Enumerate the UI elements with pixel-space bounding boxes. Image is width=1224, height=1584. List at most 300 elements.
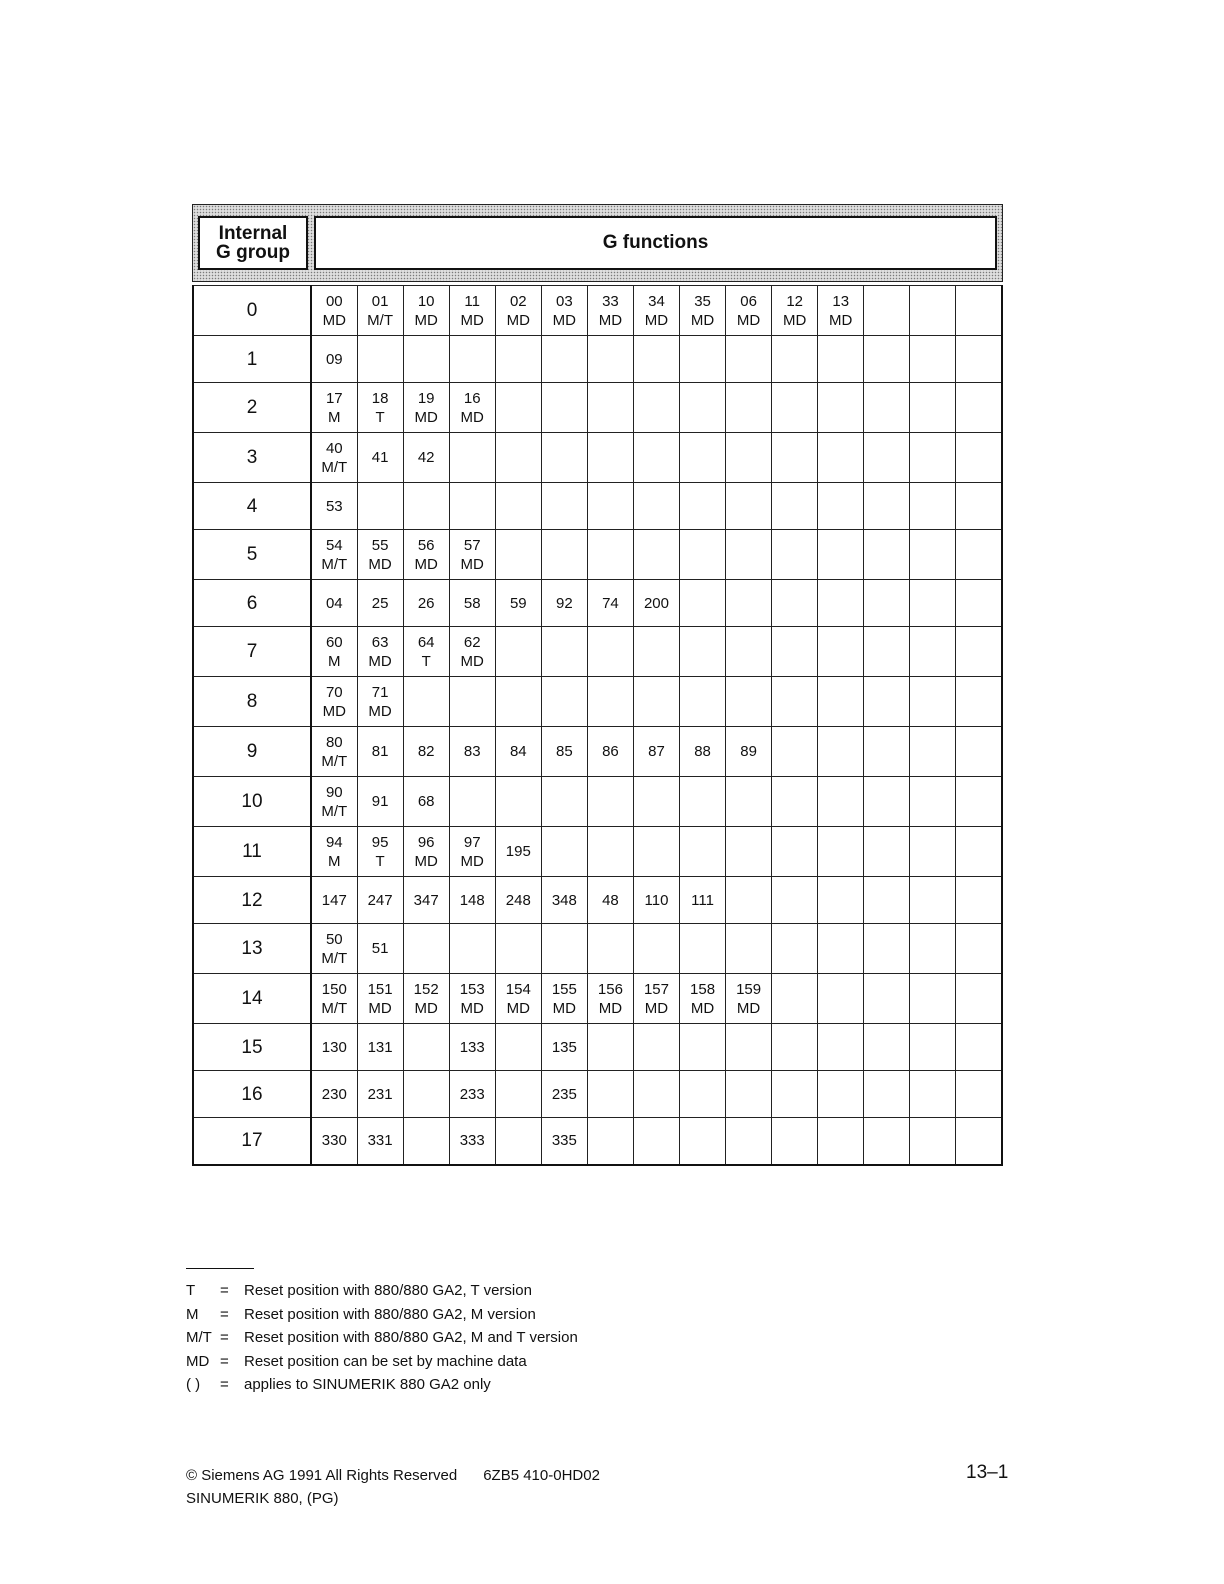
group-number-cell: 6 — [193, 580, 311, 627]
legend-item — [186, 1303, 578, 1327]
legend-key: MD — [186, 1352, 210, 1370]
g-code-value: 82 — [417, 743, 435, 760]
g-function-cell — [403, 483, 449, 530]
g-function-cell — [956, 677, 1002, 727]
reset-mode-value: MD — [552, 999, 576, 1017]
g-function-cell — [403, 286, 449, 336]
g-function-cell — [403, 530, 449, 580]
g-function-cell — [726, 336, 772, 383]
g-function-cell — [633, 336, 679, 383]
g-function-cell — [726, 530, 772, 580]
reset-mode-value: MD — [414, 311, 438, 329]
g-code-value: 71 — [371, 683, 389, 701]
reset-mode-value: T — [375, 408, 385, 426]
g-code-value: 331 — [367, 1132, 393, 1150]
g-function-cell — [311, 1118, 357, 1165]
g-function-cell — [587, 433, 633, 483]
g-code-value: 11 — [464, 292, 480, 310]
g-function-cell — [864, 1118, 910, 1165]
g-function-cell — [587, 1071, 633, 1118]
g-function-cell — [726, 1071, 772, 1118]
g-function-cell — [357, 336, 403, 383]
g-code-value: 74 — [602, 594, 619, 612]
g-function-cell — [818, 974, 864, 1024]
g-code-value: 34 — [648, 292, 665, 310]
g-function-cell — [633, 827, 679, 877]
g-function-cell — [818, 1024, 864, 1071]
legend-equals: = — [220, 1352, 229, 1370]
g-function-cell — [357, 530, 403, 580]
g-function-cell — [357, 677, 403, 727]
g-function-cell — [633, 777, 679, 827]
g-function-cell — [726, 827, 772, 877]
g-function-cell — [541, 1024, 587, 1071]
g-function-cell — [495, 483, 541, 530]
g-code-value: 135 — [551, 1038, 577, 1056]
g-function-cell — [910, 1024, 956, 1071]
g-function-cell — [633, 1071, 679, 1118]
group-number-cell: 11 — [193, 827, 311, 877]
g-function-cell — [633, 877, 679, 924]
g-function-cell — [772, 1024, 818, 1071]
g-function-cell — [495, 383, 541, 433]
g-code-value: 63 — [371, 633, 389, 651]
g-function-cell — [680, 483, 726, 530]
g-function-cell — [587, 924, 633, 974]
g-function-cell — [311, 777, 357, 827]
g-function-cell — [403, 877, 449, 924]
table-row — [193, 877, 1002, 924]
g-function-cell — [541, 433, 587, 483]
g-function-cell — [910, 924, 956, 974]
g-function-cell — [449, 827, 495, 877]
g-function-grid — [192, 285, 1003, 1166]
g-function-cell — [449, 777, 495, 827]
g-function-cell — [726, 1024, 772, 1071]
g-code-value: 90 — [325, 783, 343, 801]
reset-mode-value: M — [328, 852, 341, 870]
g-function-cell — [864, 433, 910, 483]
g-function-cell — [772, 1118, 818, 1165]
g-function-cell — [541, 677, 587, 727]
g-function-cell — [633, 530, 679, 580]
g-function-cell — [403, 580, 449, 627]
g-function-cell — [311, 483, 357, 530]
g-code-value: 150 — [321, 980, 347, 998]
g-function-cell — [956, 383, 1002, 433]
group-header-line1: Internal — [218, 223, 288, 244]
g-code-value: 195 — [505, 843, 531, 860]
g-function-cell — [910, 727, 956, 777]
g-function-cell — [403, 1118, 449, 1165]
g-code-value: 50 — [325, 930, 343, 948]
g-function-cell — [680, 877, 726, 924]
reset-mode-value: MD — [552, 311, 576, 329]
g-function-cell — [818, 336, 864, 383]
g-code-value: 48 — [602, 891, 619, 909]
reset-mode-value: MD — [460, 555, 484, 573]
g-code-value: 155 — [551, 980, 577, 998]
g-function-cell — [680, 924, 726, 974]
g-function-cell — [633, 1118, 679, 1165]
copyright-text: © Siemens AG 1991 All Rights Reserved — [186, 1467, 458, 1484]
g-code-value: 152 — [413, 980, 439, 998]
g-code-value: 60 — [325, 633, 343, 651]
g-function-cell — [449, 727, 495, 777]
g-function-cell — [633, 677, 679, 727]
g-code-value: 03 — [556, 292, 573, 310]
group-header-line2: G group — [216, 242, 290, 263]
g-code-value: 247 — [367, 891, 393, 909]
g-function-cell — [910, 627, 956, 677]
g-function-cell — [680, 336, 726, 383]
g-function-cell — [772, 974, 818, 1024]
g-code-value: 96 — [417, 833, 435, 851]
g-function-cell — [818, 827, 864, 877]
g-code-value: 153 — [459, 980, 485, 998]
g-code-value: 04 — [325, 594, 343, 612]
g-code-value: 95 — [371, 833, 389, 851]
g-function-cell — [403, 336, 449, 383]
g-code-value: 159 — [736, 980, 762, 998]
g-function-cell — [680, 530, 726, 580]
g-function-cell — [772, 727, 818, 777]
g-function-cell — [311, 580, 357, 627]
table-header — [192, 204, 1003, 282]
reset-mode-value: MD — [829, 311, 853, 329]
g-function-cell — [587, 974, 633, 1024]
reset-mode-value: MD — [460, 852, 484, 870]
g-function-cell — [910, 1118, 956, 1165]
g-function-cell — [864, 1071, 910, 1118]
legend — [186, 1268, 578, 1397]
g-function-cell — [956, 1024, 1002, 1071]
g-function-cell — [818, 877, 864, 924]
g-function-cell — [956, 580, 1002, 627]
g-functions-header: G functions — [314, 216, 997, 270]
g-function-cell — [864, 580, 910, 627]
g-code-value: 01 — [371, 292, 389, 310]
legend-key: T — [186, 1282, 196, 1299]
g-code-value: 154 — [505, 980, 531, 998]
g-function-cell — [633, 580, 679, 627]
g-function-cell — [587, 1118, 633, 1165]
g-code-value: 25 — [371, 594, 389, 612]
legend-key: M — [186, 1305, 199, 1323]
g-function-cell — [633, 1024, 679, 1071]
g-function-cell — [818, 580, 864, 627]
g-function-cell — [541, 627, 587, 677]
group-number-cell: 2 — [193, 383, 311, 433]
g-function-cell — [357, 433, 403, 483]
g-function-cell — [495, 1118, 541, 1165]
g-function-cell — [587, 383, 633, 433]
g-function-cell — [449, 1024, 495, 1071]
reset-mode-value: M/T — [321, 999, 348, 1017]
g-function-cell — [772, 677, 818, 727]
g-function-cell — [956, 483, 1002, 530]
reset-mode-value: M/T — [321, 752, 348, 770]
g-code-value: 86 — [602, 743, 619, 760]
g-function-cell — [680, 677, 726, 727]
g-function-cell — [772, 483, 818, 530]
g-function-cell — [633, 924, 679, 974]
g-function-cell — [541, 336, 587, 383]
g-function-cell — [772, 627, 818, 677]
g-function-cell — [311, 1024, 357, 1071]
g-code-value: 92 — [556, 594, 573, 612]
g-function-cell — [403, 677, 449, 727]
g-function-cell — [495, 580, 541, 627]
g-function-cell — [449, 677, 495, 727]
g-function-cell — [864, 530, 910, 580]
legend-equals: = — [220, 1282, 229, 1299]
g-function-cell — [495, 286, 541, 336]
reset-mode-value: MD — [690, 311, 715, 329]
g-code-value: 156 — [597, 980, 623, 998]
g-function-cell — [449, 877, 495, 924]
g-function-cell — [910, 827, 956, 877]
g-code-value: 347 — [413, 891, 439, 909]
g-function-cell — [910, 483, 956, 530]
g-function-cell — [495, 433, 541, 483]
g-code-value: 42 — [417, 449, 435, 466]
g-code-value: 110 — [644, 891, 669, 909]
g-function-cell — [495, 727, 541, 777]
g-function-cell — [357, 777, 403, 827]
table-row — [193, 924, 1002, 974]
g-function-cell — [357, 483, 403, 530]
g-code-value: 133 — [459, 1038, 485, 1056]
reset-mode-value: MD — [644, 311, 669, 329]
g-code-value: 58 — [463, 594, 481, 612]
reset-mode-value: MD — [414, 408, 438, 426]
g-code-value: 87 — [648, 743, 665, 760]
g-function-cell — [726, 924, 772, 974]
g-code-value: 235 — [551, 1085, 577, 1103]
legend-text: applies to SINUMERIK 880 GA2 only — [244, 1376, 491, 1393]
g-function-cell — [910, 677, 956, 727]
g-function-cell — [956, 877, 1002, 924]
g-function-cell — [726, 580, 772, 627]
table-row — [193, 1024, 1002, 1071]
g-function-cell — [449, 627, 495, 677]
g-function-cell — [587, 727, 633, 777]
legend-text: Reset position with 880/880 GA2, M version — [244, 1305, 536, 1323]
g-code-value: 02 — [509, 292, 527, 310]
group-number-cell: 4 — [193, 483, 311, 530]
g-function-cell — [495, 1024, 541, 1071]
g-function-cell — [495, 777, 541, 827]
reset-mode-value: T — [421, 652, 431, 670]
group-number-cell: 3 — [193, 433, 311, 483]
g-function-cell — [311, 383, 357, 433]
g-function-cell — [772, 286, 818, 336]
g-function-cell — [311, 727, 357, 777]
g-function-cell — [956, 1118, 1002, 1165]
g-function-cell — [541, 877, 587, 924]
g-function-cell — [541, 286, 587, 336]
g-function-cell — [633, 974, 679, 1024]
internal-group-header — [198, 216, 308, 270]
g-code-value: 158 — [690, 980, 716, 998]
g-function-cell — [818, 727, 864, 777]
g-function-cell — [680, 1024, 726, 1071]
g-function-cell — [541, 1071, 587, 1118]
group-number-cell: 9 — [193, 727, 311, 777]
g-function-cell — [910, 1071, 956, 1118]
g-function-cell — [864, 677, 910, 727]
g-code-value: 231 — [367, 1085, 393, 1103]
g-function-cell — [541, 974, 587, 1024]
g-function-cell — [541, 727, 587, 777]
g-function-cell — [587, 777, 633, 827]
g-function-cell — [726, 777, 772, 827]
g-function-cell — [910, 336, 956, 383]
g-function-cell — [403, 627, 449, 677]
reset-mode-value: MD — [368, 999, 392, 1017]
g-function-cell — [633, 627, 679, 677]
g-function-cell — [357, 1071, 403, 1118]
g-function-cell — [680, 1118, 726, 1165]
g-function-cell — [680, 974, 726, 1024]
g-function-cell — [311, 530, 357, 580]
g-function-cell — [772, 383, 818, 433]
g-function-cell — [495, 627, 541, 677]
legend-equals: = — [220, 1329, 229, 1346]
g-code-value: 00 — [325, 292, 343, 310]
g-function-cell — [541, 924, 587, 974]
g-function-cell — [403, 433, 449, 483]
g-function-cell — [587, 483, 633, 530]
table-row — [193, 627, 1002, 677]
reset-mode-value: MD — [460, 408, 484, 426]
g-function-cell — [818, 1071, 864, 1118]
g-code-value: 55 — [371, 536, 389, 554]
g-function-cell — [818, 433, 864, 483]
group-number-cell: 5 — [193, 530, 311, 580]
g-function-cell — [449, 580, 495, 627]
group-number-cell: 10 — [193, 777, 311, 827]
g-function-cell — [680, 827, 726, 877]
g-function-cell — [357, 383, 403, 433]
g-function-cell — [403, 777, 449, 827]
g-function-cell — [726, 383, 772, 433]
g-code-value: 131 — [367, 1038, 393, 1056]
g-code-value: 200 — [643, 594, 669, 612]
g-function-cell — [587, 286, 633, 336]
g-code-value: 59 — [509, 594, 527, 612]
g-code-value: 33 — [602, 292, 619, 310]
g-function-cell — [956, 777, 1002, 827]
group-number-cell: 8 — [193, 677, 311, 727]
g-function-cell — [587, 877, 633, 924]
reset-mode-value: M/T — [367, 311, 393, 329]
table-row — [193, 727, 1002, 777]
reset-mode-value: MD — [322, 702, 346, 720]
g-function-cell — [449, 530, 495, 580]
g-function-cell — [956, 433, 1002, 483]
g-function-cell — [541, 1118, 587, 1165]
g-function-cell — [587, 677, 633, 727]
g-code-value: 62 — [463, 633, 481, 651]
reset-mode-value: MD — [506, 311, 530, 329]
table-row — [193, 336, 1002, 383]
g-code-value: 97 — [463, 833, 481, 851]
g-function-cell — [818, 530, 864, 580]
g-function-cell — [956, 1071, 1002, 1118]
g-function-cell — [726, 677, 772, 727]
g-function-cell — [864, 286, 910, 336]
g-code-value: 84 — [509, 743, 527, 760]
g-function-cell — [956, 827, 1002, 877]
g-code-value: 12 — [786, 292, 803, 310]
group-number-cell: 0 — [193, 286, 311, 336]
g-function-cell — [680, 433, 726, 483]
g-function-cell — [864, 924, 910, 974]
group-number-cell: 14 — [193, 974, 311, 1024]
reset-mode-value: MD — [736, 311, 761, 329]
legend-key: M/T — [186, 1329, 212, 1346]
g-code-value: 348 — [551, 891, 577, 909]
g-function-cell — [587, 1024, 633, 1071]
g-code-value: 06 — [740, 292, 757, 310]
g-function-cell — [357, 924, 403, 974]
g-function-cell — [772, 1071, 818, 1118]
g-function-cell — [403, 827, 449, 877]
g-function-cell — [587, 580, 633, 627]
g-function-cell — [910, 383, 956, 433]
g-function-cell — [726, 483, 772, 530]
g-function-cell — [495, 336, 541, 383]
g-function-cell — [311, 627, 357, 677]
g-function-cell — [311, 1071, 357, 1118]
g-function-cell — [587, 336, 633, 383]
g-code-value: 51 — [371, 940, 389, 957]
g-function-cell — [449, 1071, 495, 1118]
g-code-value: 335 — [551, 1132, 577, 1150]
g-function-cell — [403, 924, 449, 974]
g-function-cell — [449, 433, 495, 483]
g-function-cell — [864, 727, 910, 777]
g-function-cell — [495, 1071, 541, 1118]
g-function-cell — [311, 974, 357, 1024]
g-code-value: 83 — [463, 743, 481, 760]
legend-equals: = — [220, 1305, 229, 1323]
legend-item — [186, 1373, 578, 1397]
g-code-value: 68 — [417, 793, 435, 810]
g-function-cell — [311, 677, 357, 727]
group-number-cell: 17 — [193, 1118, 311, 1165]
g-function-cell — [403, 727, 449, 777]
g-function-cell — [818, 677, 864, 727]
g-function-cell — [910, 777, 956, 827]
g-function-cell — [311, 877, 357, 924]
g-code-value: 54 — [325, 536, 343, 554]
g-function-cell — [633, 383, 679, 433]
reset-mode-value: M/T — [321, 458, 348, 476]
g-function-cell — [956, 530, 1002, 580]
g-function-table — [192, 204, 1003, 1166]
g-function-cell — [864, 974, 910, 1024]
g-code-value: 09 — [325, 350, 343, 368]
g-function-cell — [864, 777, 910, 827]
g-function-cell — [311, 433, 357, 483]
group-number-cell: 15 — [193, 1024, 311, 1071]
g-function-cell — [772, 877, 818, 924]
g-function-cell — [311, 286, 357, 336]
g-function-cell — [311, 336, 357, 383]
